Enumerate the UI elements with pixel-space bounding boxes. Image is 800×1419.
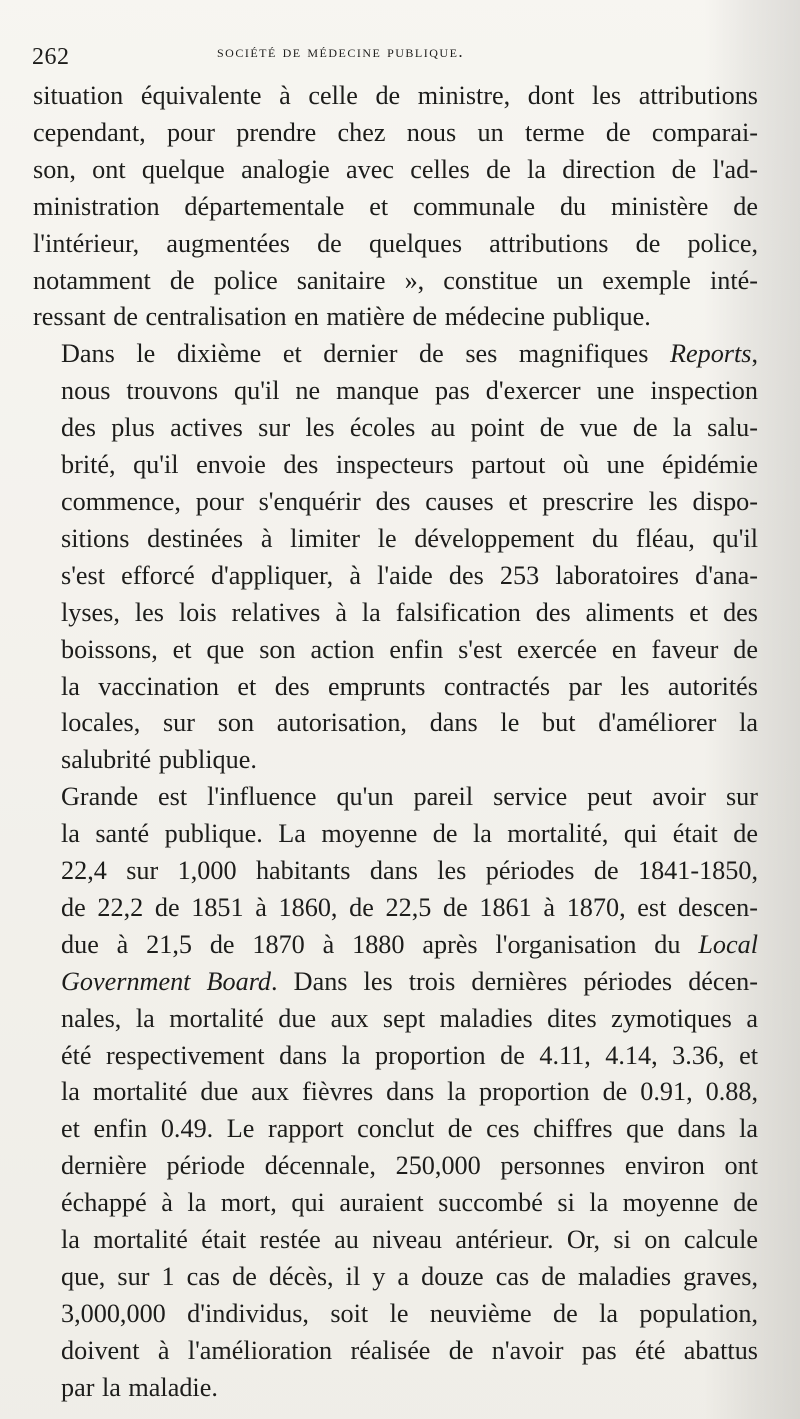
text-line: nous trouvons qu'il ne manque pas d'exercer une inspection — [61, 376, 758, 406]
text-line: la mortalité était restée au niveau antérieur. Or, si on calcule — [61, 1225, 758, 1255]
running-title: société de médecine publique. — [217, 42, 465, 61]
text-line: dernière période décennale, 250,000 personnes environ ont — [61, 1151, 758, 1181]
text-line: été respectivement dans la proportion de 4.11, 4.14, 3.36, et — [61, 1040, 758, 1070]
text-line: locales, sur son autorisation, dans le but d'améliorer la — [61, 708, 758, 738]
text-line: Dans le dixième et dernier de ses magnifiques Reports, — [61, 339, 758, 369]
text-line: la vaccination et des emprunts contractés par les autorités — [61, 671, 758, 701]
text-line: de 22,2 de 1851 à 1860, de 22,5 de 1861 à 1870, est descen- — [61, 892, 758, 922]
text-line: échappé à la mort, qui auraient succombé si la moyenne de — [61, 1188, 758, 1218]
text-line: brité, qu'il envoie des inspecteurs partout où une épidémie — [61, 450, 758, 480]
paragraph-1 — [33, 78, 758, 336]
text-line: l'intérieur, augmentées de quelques attributions de police, — [33, 228, 758, 258]
text-line: notamment de police sanitaire », constitue un exemple inté- — [33, 265, 758, 295]
text-line: sitions destinées à limiter le développement du fléau, qu'il — [61, 523, 758, 553]
running-head — [32, 38, 762, 68]
page-number: 262 — [32, 44, 70, 70]
text-line: commence, pour s'enquérir des causes et prescrire les dispo- — [61, 486, 758, 516]
text-line: due à 21,5 de 1870 à 1880 après l'organisation du Local — [61, 929, 758, 959]
text-line: salubrité publique. — [61, 745, 257, 775]
text-line: cependant, pour prendre chez nous un terme de comparai- — [33, 117, 758, 147]
text-line: s'est efforcé d'appliquer, à l'aide des 253 laboratoires d'ana- — [61, 560, 758, 590]
text-line: 22,4 sur 1,000 habitants dans les périodes de 1841-1850, — [61, 856, 758, 886]
text-line: la mortalité due aux fièvres dans la proportion de 0.91, 0.88, — [61, 1077, 758, 1107]
text-line: ressant de centralisation en matière de médecine publique. — [33, 302, 651, 332]
text-line: la santé publique. La moyenne de la mortalité, qui était de — [61, 819, 758, 849]
text-line: Government Board. Dans les trois dernières périodes décen- — [61, 966, 758, 996]
body-text — [33, 78, 758, 1407]
text-line: par la maladie. — [61, 1372, 218, 1402]
text-line: ministration départementale et communale du ministère de — [33, 191, 758, 221]
text-line: doivent à l'amélioration réalisée de n'avoir pas été abattus — [61, 1335, 758, 1365]
paragraph-2 — [33, 336, 758, 779]
paragraph-3 — [33, 779, 758, 1406]
text-line: lyses, les lois relatives à la falsification des aliments et des — [61, 597, 758, 627]
text-line: que, sur 1 cas de décès, il y a douze cas de maladies graves, — [61, 1262, 758, 1291]
text-line: des plus actives sur les écoles au point de vue de la salu- — [61, 413, 758, 443]
text-line: 3,000,000 d'individus, soit le neuvième de la population, — [61, 1298, 758, 1328]
text-line: Grande est l'influence qu'un pareil service peut avoir sur — [61, 782, 758, 812]
text-line: et enfin 0.49. Le rapport conclut de ces chiffres que dans la — [61, 1114, 758, 1144]
text-line: nales, la mortalité due aux sept maladies dites zymotiques a — [61, 1003, 758, 1033]
text-line: boissons, et que son action enfin s'est exercée en faveur de — [61, 634, 758, 664]
text-line: son, ont quelque analogie avec celles de la direction de l'ad- — [33, 154, 758, 184]
text-line: situation équivalente à celle de ministre, dont les attributions — [33, 81, 758, 110]
